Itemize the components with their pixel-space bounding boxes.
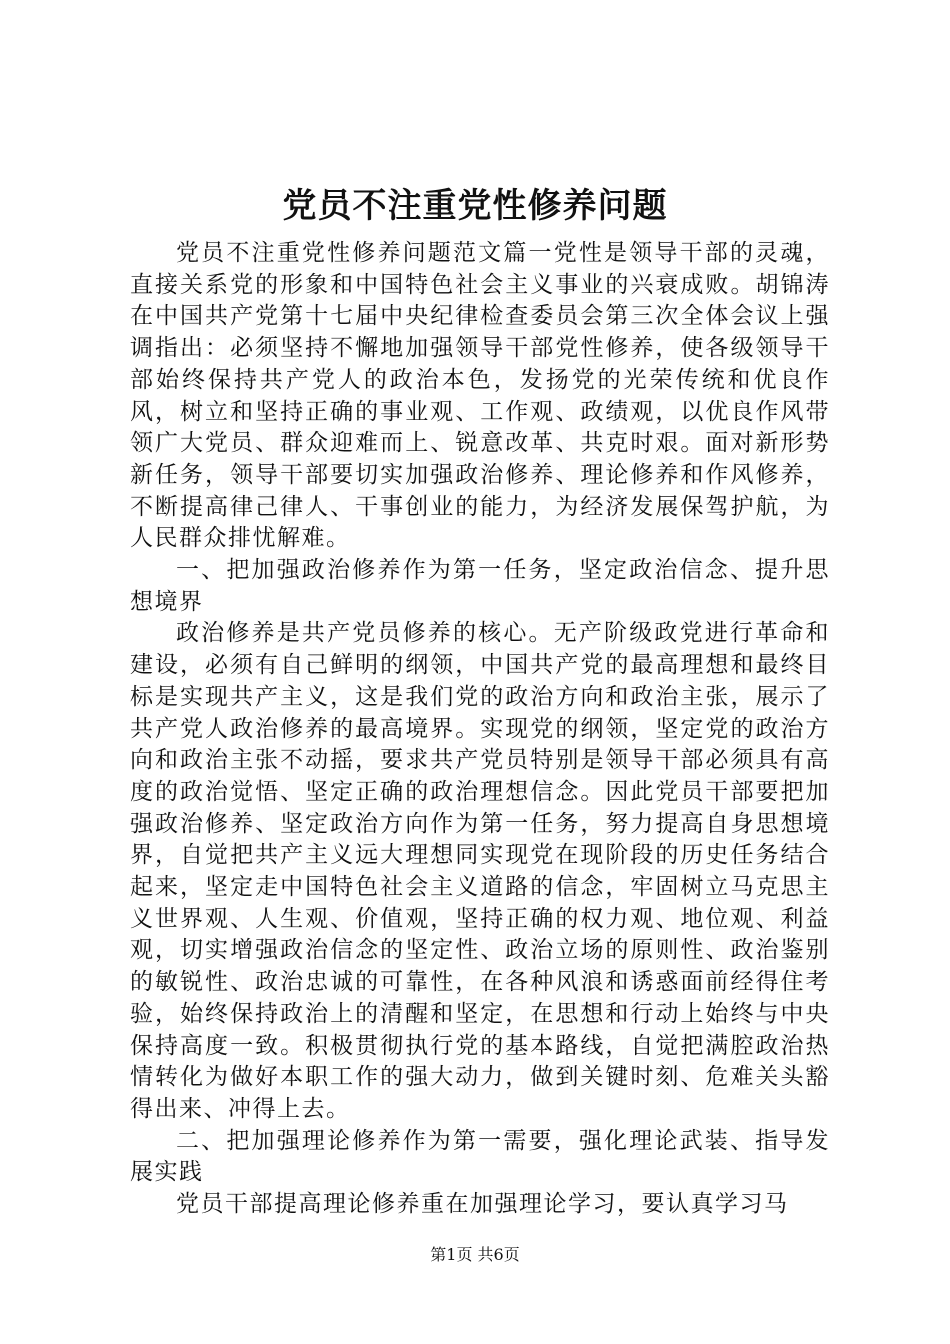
document-body [130,238,830,1221]
paragraph-theory-cultivation: 党员干部提高理论修养重在加强理论学习，要认真学习马 [176,1191,789,1218]
paragraph-political-cultivation: 政治修养是共产党员修养的核心。无产阶级政党进行革命和建设，必须有自己鲜明的纲领，中国共产党的最高理想和最终目标是实现共产主义，这是我们党的政治方向和政治主张，展示了共产党人政治修养的最高境界。实现党的纲领，坚定党的政治方向和政治主张不动摇，要求共产党员特别是领导干部必须具有高度的政治觉悟、坚定正确的政治理想信念。因此党员干部要把加强政治修养、坚定政治方向作为第一任务，努力提高自身思想境界，自觉把共产主义远大理想同实现党在现阶段的历史任务结合起来，坚定走中国特色社会主义道路的信念，牢固树立马克思主义世界观、人生观、价值观，坚持正确的权力观、地位观、利益观，切实增强政治信念的坚定性、政治立场的原则性、政治鉴别的敏锐性、政治忠诚的可靠性，在各种风浪和诱惑面前经得住考验，始终保持政治上的清醒和坚定，在思想和行动上始终与中央保持高度一致。积极贯彻执行党的基本路线，自觉把满腔政治热情转化为做好本职工作的强大动力，做到关键时刻、危难关头豁得出来、冲得上去。 [130,620,830,1122]
document-title: 党员不注重党性修养问题 [282,186,668,226]
section-heading-1: 一、把加强政治修养作为第一任务，坚定政治信念、提升思想境界 [130,557,830,615]
page-number-footer: 第1页 共6页 [430,1245,520,1264]
section-heading-2: 二、把加强理论修养作为第一需要，强化理论武装、指导发展实践 [130,1127,830,1186]
paragraph-intro: 党员不注重党性修养问题范文篇一党性是领导干部的灵魂，直接关系党的形象和中国特色社会主义事业的兴衰成败。胡锦涛在中国共产党第十七届中央纪律检查委员会第三次全体会议上强调指出：必须坚持不懈地加强领导干部党性修养，使各级领导干部始终保持共产党人的政治本色，发扬党的光荣传统和优良作风，树立和坚持正确的事业观、工作观、政绩观，以优良作风带领广大党员、群众迎难而上、锐意改革、共克时艰。面对新形势新任务，领导干部要切实加强政治修养、理论修养和作风修养，不断提高律己律人、干事创业的能力，为经济发展保驾护航，为人民群众排忧解难。 [130,240,830,552]
